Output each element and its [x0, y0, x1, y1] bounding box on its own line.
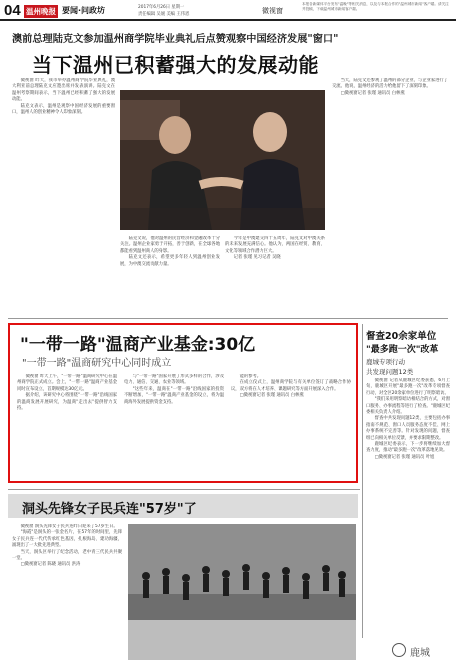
paragraph: "海霞"是洞头的一张金名片，在57年的时间里，先锋女子民兵连一代代传承红色基因，扎根海岛、建功海疆，涌现出了一大批先进典型。 [12, 530, 122, 549]
paragraph: 当天，陆克文还参观了温州的部分企业，与企业家进行了交流。他说，温州经济的活力给他留下了深刻印象。 [332, 78, 448, 90]
lead-photo [120, 90, 325, 230]
sidebar-headline: 督查20余家单位 [366, 331, 437, 342]
featured-headline: "一带一路"温商产业基金:30亿 [20, 335, 256, 355]
paragraph: 督查中共发现问题12类，主要包括办事指南不规范、窗口人员服务态度不佳、网上办事系统不完善等。针对发现的问题，督查组已向相关单位反馈，并要求限期整改。 [366, 416, 450, 441]
featured-column-2 [124, 374, 224, 478]
footer-logo: 鹿城 [410, 648, 430, 659]
paragraph: 鹿城区纪委表示，下一步将继续加大督查力度，推动"最多跑一次"改革落地见效。 [366, 442, 450, 454]
featured-column-3 [231, 374, 351, 478]
paragraph: "这些年来，温商在"一带一路"沿线国家的投资不断增加，"一带一路"温商产业基金的设立，将为温商海外发展提供资金支持。 [124, 386, 224, 405]
sidebar-body [366, 378, 450, 640]
bottom-headline: 洞头先锋女子民兵连"57岁"了 [22, 502, 197, 517]
lead-headline: 当下温州已积蓄强大的发展动能 [32, 53, 319, 77]
paragraph: □微视窗记者 张瑾 通讯员 叶旭 [374, 454, 435, 460]
lead-column-1 [12, 78, 115, 312]
beach-jump-illustration [128, 524, 356, 660]
sidebar-deck-2: 共发现问题12类 [366, 368, 414, 376]
paragraph: 微视窗 昨天上午，"一带一路"温商研究中心在温州商学院正式成立。会上，"一带一路"温商产业基金同时宣布设立，首期规模达30亿元。 [17, 374, 117, 392]
section-name: 要闻·问政坊 [62, 6, 106, 15]
bottom-divider [8, 489, 360, 490]
paragraph: 与"一带一路"国家开展了形式多样的合作，涉及电力、通信、交通、农业等领域。 [124, 374, 224, 386]
section-divider [8, 318, 448, 319]
footer-logo-icon [392, 643, 406, 657]
bottom-body [12, 524, 122, 660]
page-number: 04 [4, 2, 21, 19]
paragraph: □微视窗记者 张瑾 通讯员 白林燕 [239, 393, 304, 399]
lead-kicker: 澳前总理陆克文参加温州商学院毕业典礼后点赞观察中国经济发展"窗口" [12, 34, 339, 45]
paragraph: 当天，洞头区举行了纪念活动，老中青三代民兵共聚一堂。 [12, 549, 122, 562]
paragraph: 陆克文表示，温州是观察中国经济发展的重要窗口，温州人的创业精神令人印象深刻。 [12, 103, 115, 116]
paragraph: 微视窗 洞头先锋女子民兵连昨日迎来了57岁生日。 [20, 524, 118, 529]
featured-subheadline: "一带一路"温商研究中心同时成立 [22, 358, 172, 369]
paragraph: □微视窗记者 陈晓 通讯员 洪涛 [20, 562, 81, 568]
lead-column-4 [332, 78, 448, 312]
top-notice: 本报各新媒体平台发布"温晚"等相关消息，以及与本报合作的"温州城市新闻"客户端。请关注并投稿，下载温州城市新闻客户端。 [302, 2, 449, 11]
lead-column-2 [120, 236, 220, 314]
paragraph: 能的参考。 [239, 374, 262, 379]
paragraph: 微视窗 昨天，我市举办温州商学院毕业典礼，澳大利亚前总理陆克文应邀出席并发表演讲。陆克文在温州考察期间表示，当下温州已经积蓄了强大的发展动能。 [12, 78, 115, 103]
paragraph: 据介绍，该研究中心将围绕"一带一路"沿线国家的温商发展开展研究，为温商"走出去"提供智力支持。 [17, 393, 117, 412]
paragraph: 记者 张瑾 见习记者 吴晓 [233, 255, 281, 261]
featured-column-1 [17, 374, 117, 478]
paragraph: "我们采用明察暗访相结合的方式，对窗口服务、办事流程等进行了检查。"鹿城区纪委相关负责人介绍。 [366, 397, 450, 416]
paper-name: 温州晚报 [26, 7, 56, 16]
paragraph: □微视窗记者 张瑾 通讯员 白林燕 [340, 90, 405, 96]
militia-group-photo [128, 524, 356, 660]
paragraph: 微视窗 记者从鹿城区纪委获悉，6月上旬，鹿城区开展"最多跑一次"改革专项督查行动，对全区20余家单位进行了明察暗访。 [366, 378, 450, 396]
paragraph: 陆克文还表示，希望更多年轻人到温州创业发展，为中澳交流贡献力量。 [120, 255, 220, 267]
header-rule [0, 19, 456, 21]
sidebar-divider [362, 324, 363, 638]
editor-line: 责任编辑 吴媛 美编 王伟恩 [138, 12, 190, 17]
issue-date: 2017年6月26日 星期一 [138, 5, 185, 10]
paragraph: 今年是中澳建交四十五周年，陆克文对中澳关系的未来发展充满信心。他认为，两国在经贸、教育、文化等领域合作潜力巨大。 [225, 236, 325, 254]
handshake-illustration [120, 90, 325, 230]
sidebar-subheadline: "最多跑一次"改革 [366, 345, 439, 355]
column-name: 微视窗 [262, 7, 283, 15]
paragraph: 陆克文说，他对温州的民营经济和金融改革十分关注。温州企业家勇于开拓，善于创新，在全球各地都能看到温州商人的身影。 [120, 236, 220, 254]
sidebar-deck-1: 鹿城专项行动 [366, 358, 405, 366]
lead-column-3 [225, 236, 325, 314]
paragraph: 在成立仪式上，温州商学院与有关单位签订了战略合作协议，双方将在人才培养、课题研究等方面开展深入合作。 [231, 380, 351, 392]
